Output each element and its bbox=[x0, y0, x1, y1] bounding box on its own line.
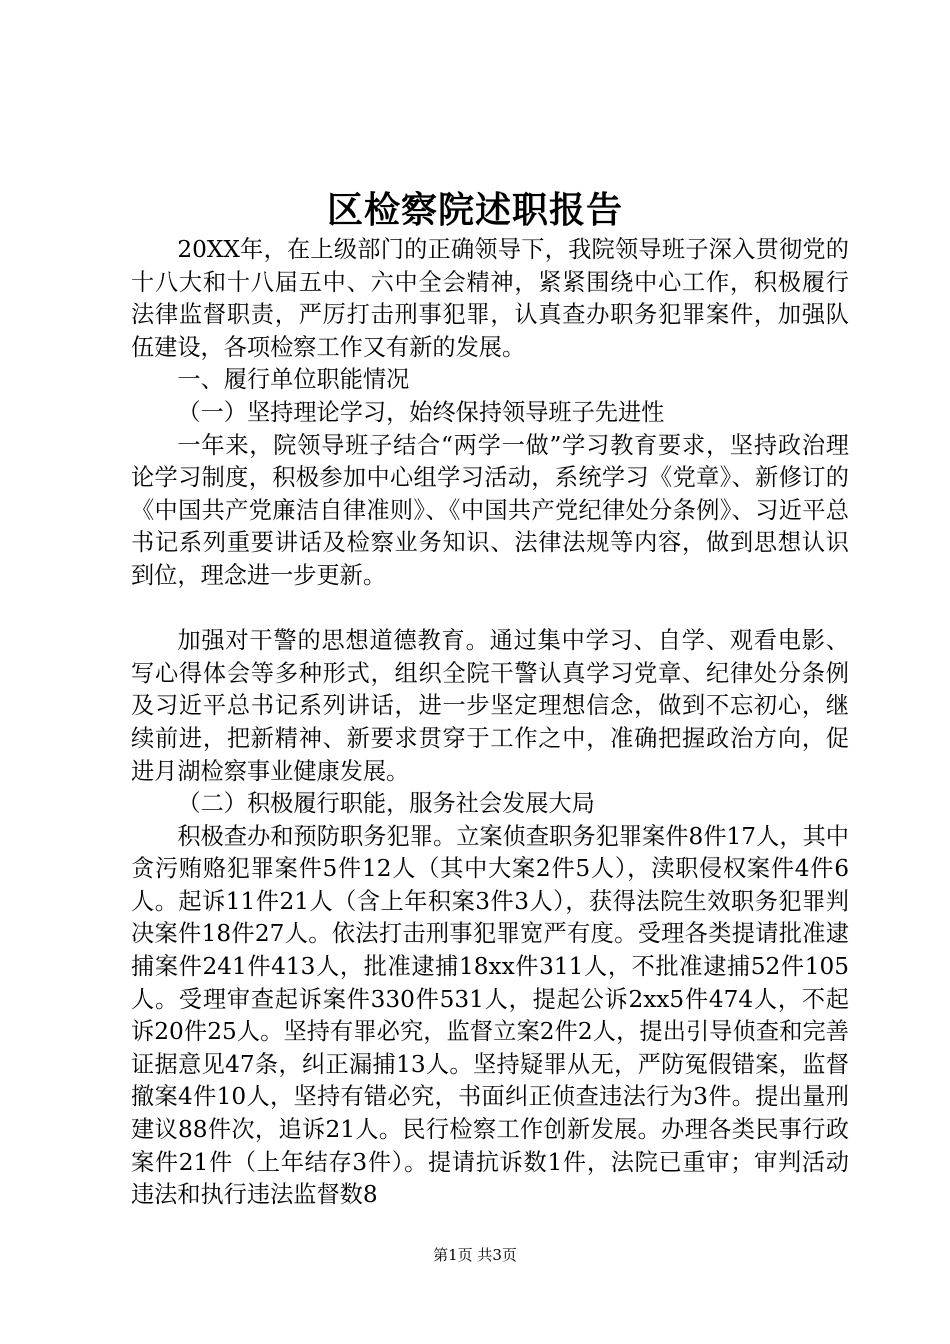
paragraph-spacer bbox=[131, 593, 849, 626]
paragraph-intro: 20XX年，在上级部门的正确领导下，我院领导班子深入贯彻党的十八大和十八届五中、六中全会精神，紧紧围绕中心工作，积极履行法律监督职责，严厉打击刑事犯罪，认真查办职务犯罪案件，加强队伍建设，各项检察工作又有新的发展。 bbox=[131, 236, 849, 361]
paragraph-case-handling: 积极查办和预防职务犯罪。立案侦查职务犯罪案件8件17人，其中贪污贿赂犯罪案件5件12人（其中大案2件5人），渎职侵权案件4件6人。起诉11件21人（含上年积案3件3人），获得法院生效职务犯罪判决案件18件27人。依法打击刑事犯罪宽严有度。受理各类提请批准逮捕案件241件413人，批准逮捕18xx件311人，不批准逮捕52件105人。受理审查起诉案件330件531人，提起公诉2xx5件474人，不起诉20件25人。坚持有罪必究，监督立案2件2人，提出引导侦查和完善证据意见47条，纠正漏捕13人。坚持疑罪从无，严防冤假错案，监督撤案4件10人，坚持有错必究，书面纠正侦查违法行为3件。提出量刑建议88件次，追诉21人。民行检察工作创新发展。办理各类民事行政案件21件（上年结存3件）。提请抗诉数1件，法院已重审；审判活动违法和执行违法监督数8 bbox=[131, 822, 849, 1209]
paragraph-theory-study: 一年来，院领导班子结合“两学一做”学习教育要求，坚持政治理论学习制度，积极参加中心组学习活动，系统学习《党章》、新修订的《中国共产党廉洁自律准则》、《中国共产党纪律处分条例》、习近平总书记系列重要讲话及检察业务知识、法律法规等内容，做到思想认识到位，理念进一步更新。 bbox=[131, 431, 849, 589]
document-title: 区检察院述职报告 bbox=[326, 189, 623, 231]
section-heading-1: 一、履行单位职能情况 bbox=[177, 366, 410, 394]
page-number: 第1页 共3页 bbox=[433, 1246, 517, 1264]
subsection-heading-2: （二）积极履行职能，服务社会发展大局 bbox=[177, 790, 595, 818]
document-body bbox=[131, 234, 849, 1212]
subsection-heading-1: （一）坚持理论学习，始终保持领导班子先进性 bbox=[177, 398, 665, 426]
paragraph-moral-education: 加强对干警的思想道德教育。通过集中学习、自学、观看电影、写心得体会等多种形式，组织全院干警认真学习党章、纪律处分条例及习近平总书记系列讲话，进一步坚定理想信念，做到不忘初心，继续前进，把新精神、新要求贯穿于工作之中，准确把握政治方向，促进月湖检察事业健康发展。 bbox=[131, 627, 849, 785]
